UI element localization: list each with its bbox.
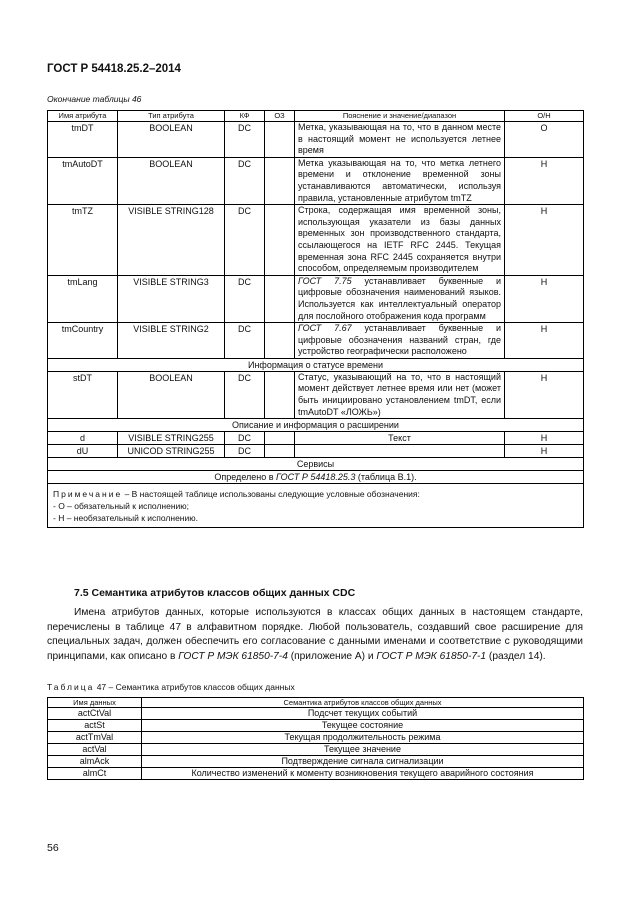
caption-label: Таблица — [47, 682, 95, 692]
cell-mo: Н — [505, 432, 584, 445]
document-header: ГОСТ Р 54418.25.2–2014 — [47, 63, 181, 75]
cell-tc — [265, 205, 295, 276]
table-header-row — [48, 111, 584, 122]
caption-text: 47 – Семантика атрибутов классов общих данных — [94, 682, 295, 692]
standard-reference: ГОСТ 7.67 — [298, 323, 352, 334]
cell-mo: О — [505, 122, 584, 158]
cell-semantics: Подсчет текущих событий — [142, 708, 584, 720]
table-row — [48, 323, 584, 359]
cell-attr-type: UNICOD STRING255 — [118, 445, 225, 458]
table-row — [48, 768, 584, 780]
cell-attr-type: BOOLEAN — [118, 371, 225, 418]
cell-description: Строка, содержащая имя временной зоны, использующая указатели из базы данных временных зон производственного стандарта, ссылающегося на IETF RFC 2445. Текущая временная зона RFC 2445 сохраняется внутри способом, определяемым производителем — [295, 205, 505, 276]
table46-caption: Окончание таблицы 46 — [47, 94, 142, 104]
standard-reference: ГОСТ Р 54418.25.3 — [276, 472, 356, 483]
section-title-status: Информация о статусе времени — [48, 358, 584, 371]
col-header-semantics: Семантика атрибутов классов общих данных — [142, 698, 584, 708]
table-note — [48, 484, 584, 528]
services-definition — [48, 471, 584, 484]
cell-mo: Н — [505, 205, 584, 276]
description-text: устанавливает буквенные и цифровые обозначения названий стран, где устройство географически расположено — [298, 323, 502, 357]
table-row — [48, 275, 584, 322]
cell-fc: DC — [225, 371, 265, 418]
cell-fc: DC — [225, 432, 265, 445]
table-row — [48, 157, 584, 204]
col-header-attr-type: Тип атрибута — [118, 111, 225, 122]
cell-attr-type: VISIBLE STRING3 — [118, 275, 225, 322]
cell-description — [295, 445, 505, 458]
cell-data-name: almAck — [48, 756, 142, 768]
cell-data-name: actSt — [48, 720, 142, 732]
services-def-text: Определено в — [214, 472, 277, 483]
cell-tc — [265, 275, 295, 322]
standard-reference: ГОСТ Р МЭК 61850-7-1 — [376, 650, 487, 662]
table-row — [48, 371, 584, 418]
cell-attr-name: tmDT — [48, 122, 118, 158]
cell-mo: Н — [505, 323, 584, 359]
col-header-data-name: Имя данных — [48, 698, 142, 708]
cell-fc: DC — [225, 445, 265, 458]
table-row — [48, 732, 584, 744]
cell-semantics: Текущее значение — [142, 744, 584, 756]
cell-attr-type: BOOLEAN — [118, 157, 225, 204]
section-heading: 7.5 Семантика атрибутов классов общих данных CDC — [74, 587, 356, 599]
cell-semantics: Текущая продолжительность режима — [142, 732, 584, 744]
cell-attr-type: VISIBLE STRING255 — [118, 432, 225, 445]
cell-attr-type: BOOLEAN — [118, 122, 225, 158]
cell-tc — [265, 122, 295, 158]
cell-fc: DC — [225, 122, 265, 158]
cell-description — [295, 275, 505, 322]
col-header-tc: ОЗ — [265, 111, 295, 122]
cell-data-name: actVal — [48, 744, 142, 756]
cell-attr-name: stDT — [48, 371, 118, 418]
cell-attr-name: tmAutoDT — [48, 157, 118, 204]
cell-semantics: Текущее состояние — [142, 720, 584, 732]
col-header-description: Пояснение и значение/диапазон — [295, 111, 505, 122]
cell-description — [295, 323, 505, 359]
section-title-extension: Описание и информация о расширении — [48, 419, 584, 432]
cell-tc — [265, 371, 295, 418]
paragraph-text: (раздел 14). — [486, 650, 546, 662]
note-row — [48, 484, 584, 528]
cell-attr-name: d — [48, 432, 118, 445]
paragraph-text: (приложение А) и — [287, 650, 377, 662]
cell-fc: DC — [225, 205, 265, 276]
section-title-services: Сервисы — [48, 458, 584, 471]
cell-data-name: actTmVal — [48, 732, 142, 744]
cell-attr-name: dU — [48, 445, 118, 458]
section-row — [48, 458, 584, 471]
cell-mo: Н — [505, 371, 584, 418]
table-row — [48, 720, 584, 732]
cell-attr-name: tmCountry — [48, 323, 118, 359]
cell-description: Метка, указывающая на то, что в данном месте в настоящий момент не используется летнее время — [295, 122, 505, 158]
cell-tc — [265, 323, 295, 359]
section-row — [48, 419, 584, 432]
cell-fc: DC — [225, 275, 265, 322]
cell-semantics: Подтверждение сигнала сигнализации — [142, 756, 584, 768]
table-row — [48, 708, 584, 720]
section-row — [48, 358, 584, 371]
note-intro — [53, 488, 578, 500]
cell-tc — [265, 445, 295, 458]
col-header-fc: КФ — [225, 111, 265, 122]
section-row — [48, 471, 584, 484]
table-row — [48, 744, 584, 756]
cell-mo: Н — [505, 157, 584, 204]
cell-attr-type: VISIBLE STRING128 — [118, 205, 225, 276]
table-row — [48, 432, 584, 445]
note-line-optional: - Н – необязательный к исполнению. — [53, 513, 198, 524]
cell-tc — [265, 157, 295, 204]
page-number: 56 — [47, 842, 59, 854]
cell-fc: DC — [225, 157, 265, 204]
standard-reference: ГОСТ 7.75 — [298, 275, 352, 286]
services-def-suffix: (таблица В.1). — [355, 472, 417, 483]
table-row — [48, 205, 584, 276]
cell-attr-name: tmTZ — [48, 205, 118, 276]
table-row — [48, 445, 584, 458]
cell-mo: Н — [505, 275, 584, 322]
table47-caption — [47, 682, 295, 692]
table-row — [48, 756, 584, 768]
cell-mo: Н — [505, 445, 584, 458]
cell-data-name: almCt — [48, 768, 142, 780]
table-47 — [47, 697, 584, 780]
cell-description: Статус, указывающий на то, что в настоящий момент действует летнее время или нет (может быть инициировано установлением tmDT, если tmAutoDT «ЛОЖЬ») — [295, 371, 505, 418]
col-header-attr-name: Имя атрибута — [48, 111, 118, 122]
note-label: Примечание — [53, 489, 123, 500]
cell-attr-type: VISIBLE STRING2 — [118, 323, 225, 359]
standard-reference: ГОСТ Р МЭК 61850-7-4 — [178, 650, 288, 662]
cell-data-name: actCtVal — [48, 708, 142, 720]
description-text: устанавливает буквенные и цифровые обозначения наименований языков. Используется как интеллектуальный оператор для послойного отображения кода программ — [298, 275, 502, 321]
cell-description: Метка указывающая на то, что метка летнего времени и отклонение временной зоны устанавливаются автоматически, используя правила, установленные атрибутом tmTZ — [295, 157, 505, 204]
cell-semantics: Количество изменений к моменту возникновения текущего аварийного состояния — [142, 768, 584, 780]
cell-fc: DC — [225, 323, 265, 359]
table-row — [48, 122, 584, 158]
note-line-mandatory: - О – обязательный к исполнению; — [53, 501, 190, 512]
table-header-row — [48, 698, 584, 708]
note-text: – В настоящей таблице использованы следующие условные обозначения: — [122, 489, 420, 500]
cell-tc — [265, 432, 295, 445]
table-46 — [47, 110, 584, 528]
cell-attr-name: tmLang — [48, 275, 118, 322]
col-header-mo: О/Н — [505, 111, 584, 122]
paragraph-text: Имена атрибутов данных, которые используются в классах общих данных в настоящем стандарте, перечислены в таблице 47 в алфавитном порядке. Любой пользователь, создавший свое расширение для специальных задач, должен обеспечить его согласование с данными именами и соответствие с руководящими принципами, как описано в — [47, 607, 583, 662]
cell-description: Текст — [295, 432, 505, 445]
section-paragraph — [47, 606, 583, 664]
